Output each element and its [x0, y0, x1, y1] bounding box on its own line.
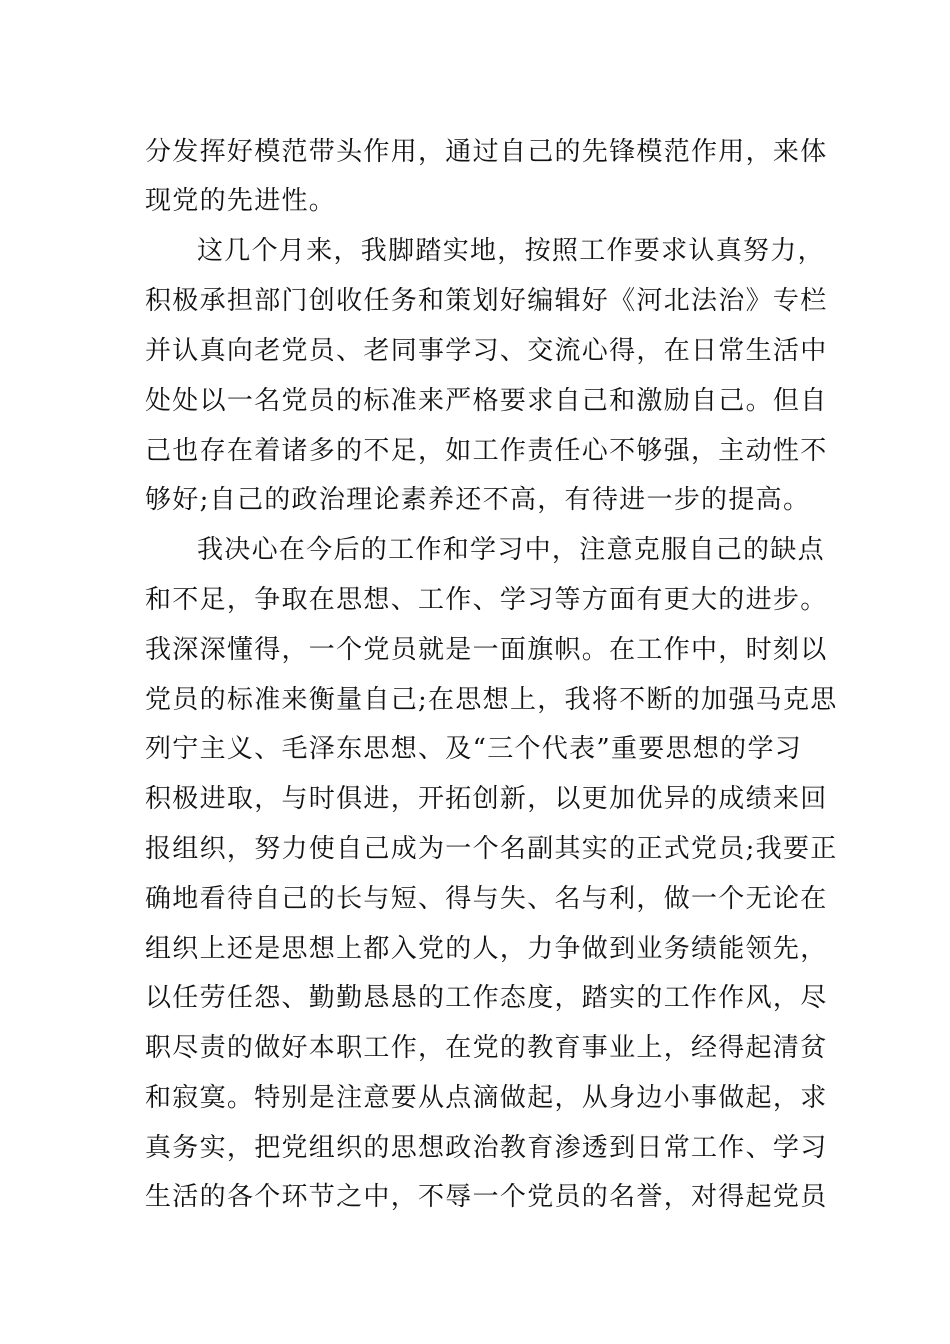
text-line: 积极承担部门创收任务和策划好编辑好《河北法治》专栏	[145, 286, 828, 316]
text-line: 现党的先进性。	[145, 186, 337, 216]
text-line: 并认真向老党员、老同事学习、交流心得，在日常生活中	[145, 336, 828, 366]
text-line: 分发挥好模范带头作用，通过自己的先锋模范作用，来体	[145, 137, 828, 167]
text-line: 组织上还是思想上都入党的人，力争做到业务绩能领先，	[145, 934, 828, 964]
text-line: 己也存在着诸多的不足，如工作责任心不够强，主动性不	[145, 436, 828, 466]
text-line: 我深深懂得，一个党员就是一面旗帜。在工作中，时刻以	[145, 635, 828, 665]
text-line: 生活的各个环节之中，不辱一个党员的名誉，对得起党员	[145, 1182, 828, 1212]
paragraph-first-line: 我决心在今后的工作和学习中，注意克服自己的缺点	[197, 535, 825, 565]
text-line: 职尽责的做好本职工作，在党的教育事业上，经得起清贫	[145, 1033, 828, 1063]
text-line: 和寂寞。特别是注意要从点滴做起，从身边小事做起，求	[145, 1083, 828, 1113]
text-line: 积极进取，与时俱进，开拓创新，以更加优异的成绩来回	[145, 784, 828, 814]
text-line: 真务实，把党组织的思想政治教育渗透到日常工作、学习	[145, 1133, 828, 1163]
text-line: 报组织，努力使自己成为一个名副其实的正式党员;我要正	[145, 834, 838, 864]
text-line: 处处以一名党员的标准来严格要求自己和激励自己。但自	[145, 386, 828, 416]
text-line: 够好;自己的政治理论素养还不高，有待进一步的提高。	[145, 485, 811, 515]
text-line: 和不足，争取在思想、工作、学习等方面有更大的进步。	[145, 585, 828, 615]
paragraph-first-line: 这几个月来，我脚踏实地，按照工作要求认真努力，	[197, 236, 825, 266]
text-line: 确地看待自己的长与短、得与失、名与利，做一个无论在	[145, 884, 828, 914]
text-line: 党员的标准来衡量自己;在思想上，我将不断的加强马克思	[145, 685, 838, 715]
text-line: 以任劳任怨、勤勤恳恳的工作态度，踏实的工作作风，尽	[145, 983, 828, 1013]
text-line: 列宁主义、毛泽东思想、及“三个代表”重要思想的学习	[145, 734, 803, 764]
